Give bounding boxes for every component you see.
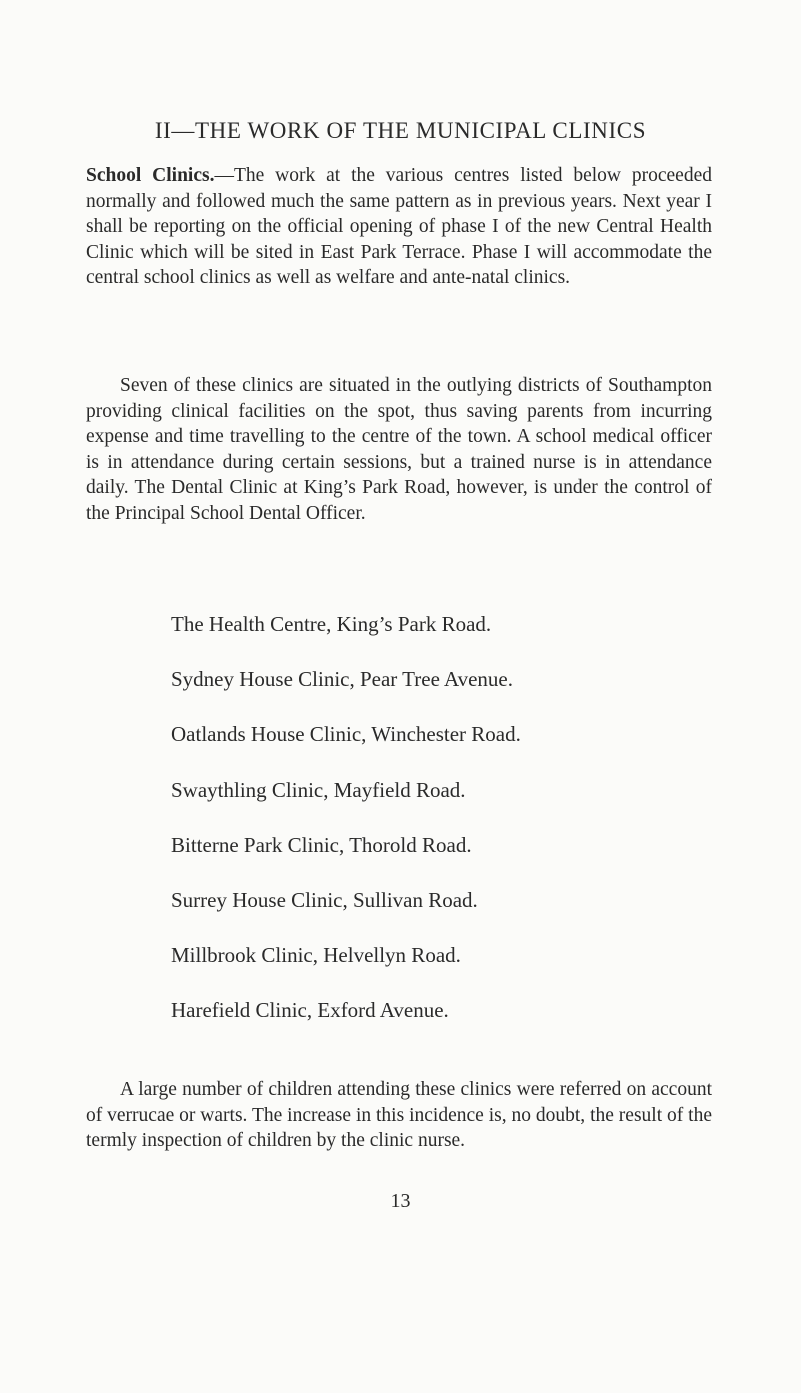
list-item: Swaythling Clinic, Mayfield Road. (171, 777, 466, 802)
clinic-list (171, 610, 521, 1052)
paragraph-outlying-clinics: Seven of these clinics are situated in the outlying districts of Southampton providing clinical facilities on the spot, thus saving parents from incurring expense and time travelling to the centre of the town. A school medical officer is in attendance during certain sessions, but a trained nurse is in attendance daily. The Dental Clinic at King’s Park Road, however, is under the control of the Principal School Dental Officer. (86, 375, 712, 524)
list-item: Oatlands House Clinic, Winchester Road. (171, 722, 521, 747)
section-heading: II—THE WORK OF THE MUNICIPAL CLINICS (154, 118, 647, 143)
paragraph-verrucae: A large number of children attending these clinics were referred on account of verrucae or warts. The increase in this incidence is, no doubt, the result of the termly inspection of children by the clinic nurse. (86, 1079, 712, 1151)
list-item: Harefield Clinic, Exford Avenue. (171, 998, 449, 1023)
list-item: The Health Centre, King’s Park Road. (171, 612, 492, 636)
paragraph-body: —The work at the various centres listed below proceeded normally and followed much the same pattern as in previous years. Next year I shall be reporting on the official opening of phase I of the new Central Health Clinic which will be sited in East Park Terrace. Phase I will accommodate the central school clinics as well as welfare and ante-natal clinics. (86, 165, 712, 288)
paragraph-lead: School Clinics. (86, 165, 215, 186)
list-item: Sydney House Clinic, Pear Tree Avenue. (171, 667, 513, 692)
paragraph-school-clinics (86, 163, 712, 291)
page-number: 13 (390, 1190, 411, 1212)
list-item: Surrey House Clinic, Sullivan Road. (171, 887, 478, 912)
list-item: Millbrook Clinic, Helvellyn Road. (171, 943, 461, 968)
list-item: Bitterne Park Clinic, Thorold Road. (171, 832, 472, 857)
